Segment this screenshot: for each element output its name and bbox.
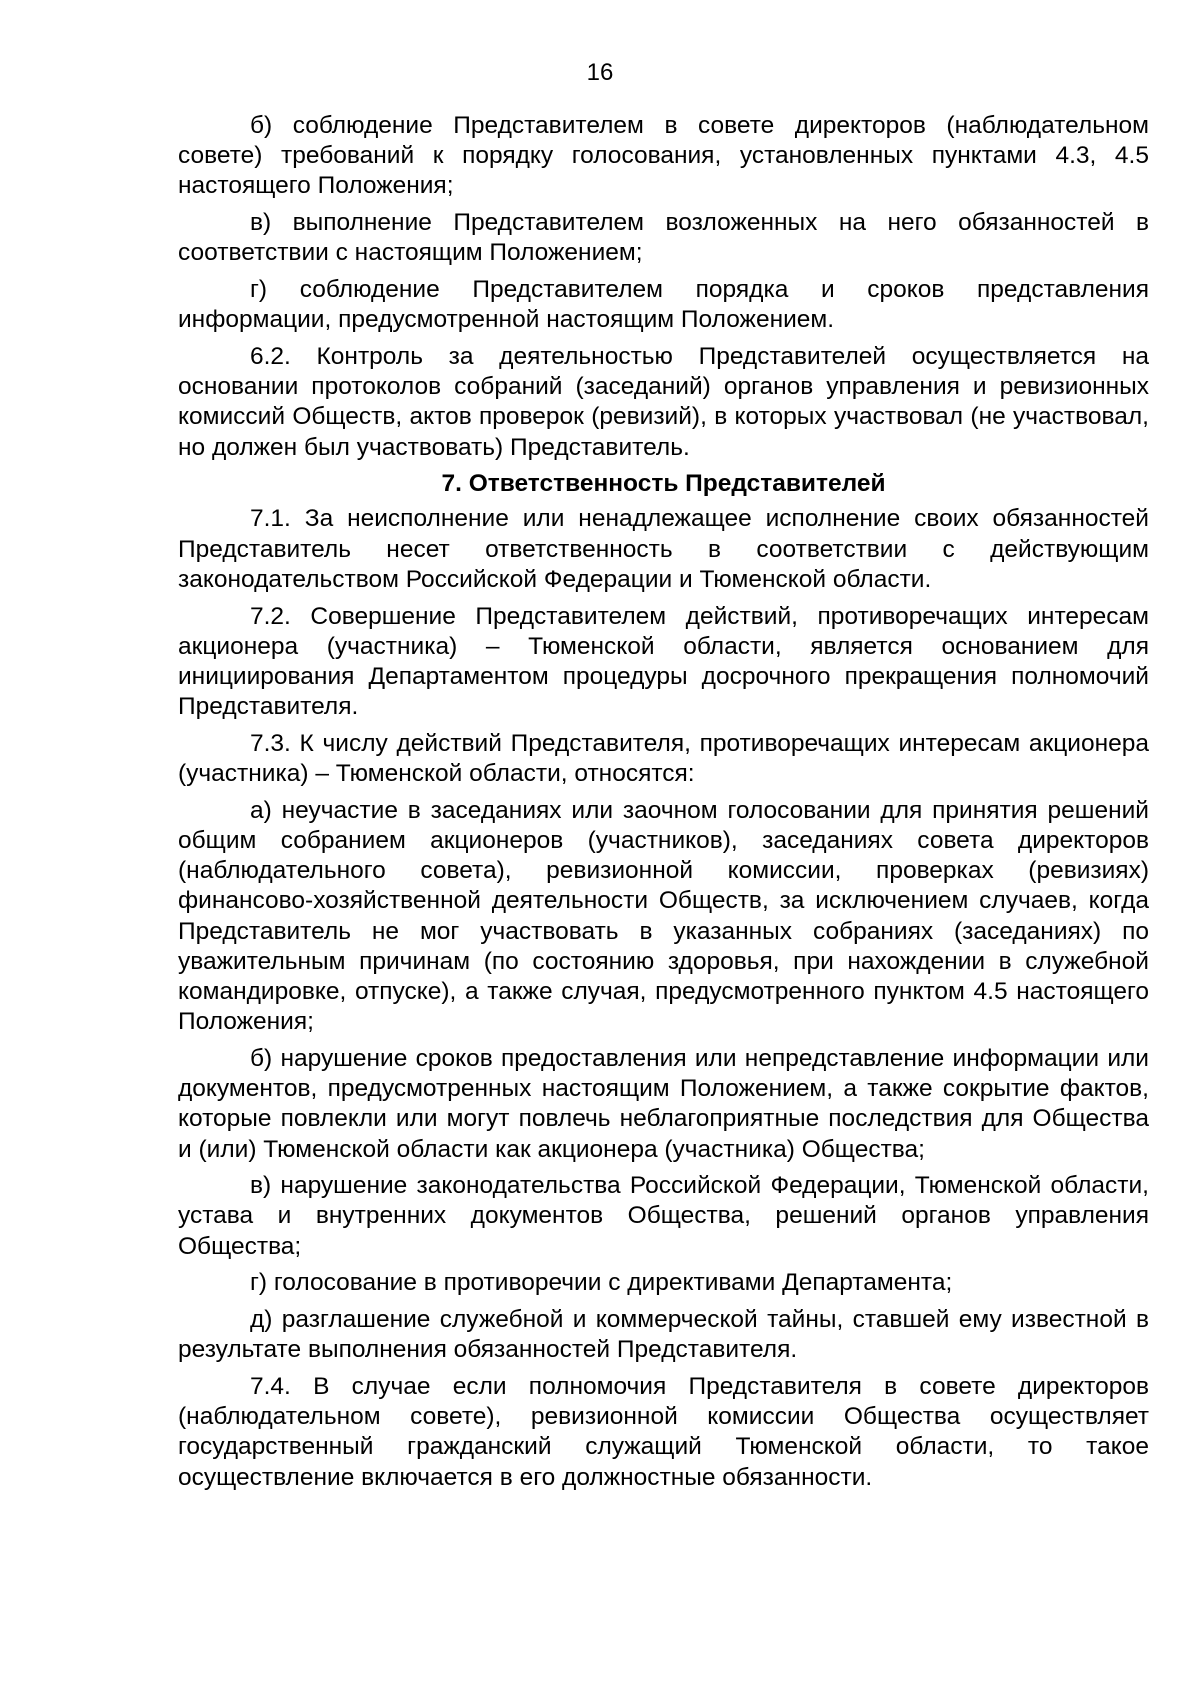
document-body	[178, 111, 1149, 1493]
page-number: 16	[586, 59, 614, 86]
section-heading-7: 7. Ответственность Представителей	[441, 470, 886, 498]
paragraph-7-3-g: г) голосование в противоречии с директивами Департамента;	[250, 1269, 953, 1297]
paragraph-7-2: 7.2. Совершение Представителем действий, противоречащих интересам акционера (участника) – Тюменской области, является основанием для инициирования Департаментом процедуры досрочного прекращения полномочий Представителя.	[178, 602, 1149, 721]
paragraph-g-reporting-compliance: г) соблюдение Представителем порядка и сроков представления информации, предусмотренной настоящим Положением.	[178, 276, 1149, 334]
paragraph-7-3-a: а) неучастие в заседаниях или заочном голосовании для принятия решений общим собранием акционеров (участников), заседаниях совета директоров (наблюдательного совета), ревизионной комиссии, проверках (ревизиях) финансово-хозяйственной деятельности Обществ, за исключением случаев, когда Представитель не мог участвовать в указанных собраниях (заседаниях) по уважительным причинам (по состоянию здоровья, при нахождении в служебной командировке, отпуске), а также случая, предусмотренного пунктом 4.5 настоящего Положения;	[178, 796, 1149, 1036]
paragraph-7-3: 7.3. К числу действий Представителя, противоречащих интересам акционера (участника) – Тюменской области, относятся:	[178, 729, 1149, 788]
paragraph-v-duties-fulfillment: в) выполнение Представителем возложенных на него обязанностей в соответствии с настоящим Положением;	[178, 209, 1149, 267]
paragraph-7-3-v: в) нарушение законодательства Российской Федерации, Тюменской области, устава и внутренних документов Общества, решений органов управления Общества;	[178, 1172, 1149, 1260]
paragraph-7-3-d: д) разглашение служебной и коммерческой тайны, ставшей ему известной в результате выполнения обязанностей Представителя.	[178, 1306, 1149, 1364]
paragraph-6-2-control: 6.2. Контроль за деятельностью Представителей осуществляется на основании протоколов собраний (заседаний) органов управления и ревизионных комиссий Обществ, актов проверок (ревизий), в которых участвовал (не участвовал, но должен был участвовать) Представитель.	[178, 342, 1149, 461]
paragraph-7-3-b: б) нарушение сроков предоставления или непредставление информации или документов, предусмотренных настоящим Положением, а также сокрытие фактов, которые повлекли или могут повлечь неблагоприятные последствия для Общества и (или) Тюменской области как акционера (участника) Общества;	[178, 1044, 1149, 1163]
paragraph-b-voting-compliance: б) соблюдение Представителем в совете директоров (наблюдательном совете) требований к порядку голосования, установленных пунктами 4.3, 4.5 настоящего Положения;	[178, 112, 1149, 200]
paragraph-7-4: 7.4. В случае если полномочия Представителя в совете директоров (наблюдательном совете), ревизионной комиссии Общества осуществляет государственный гражданский служащий Тюменской области, то такое осуществление включается в его должностные обязанности.	[178, 1372, 1149, 1491]
paragraph-7-1: 7.1. За неисполнение или ненадлежащее исполнение своих обязанностей Представитель несет ответственность в соответствии с действующим законодательством Российской Федерации и Тюменской области.	[178, 505, 1149, 593]
